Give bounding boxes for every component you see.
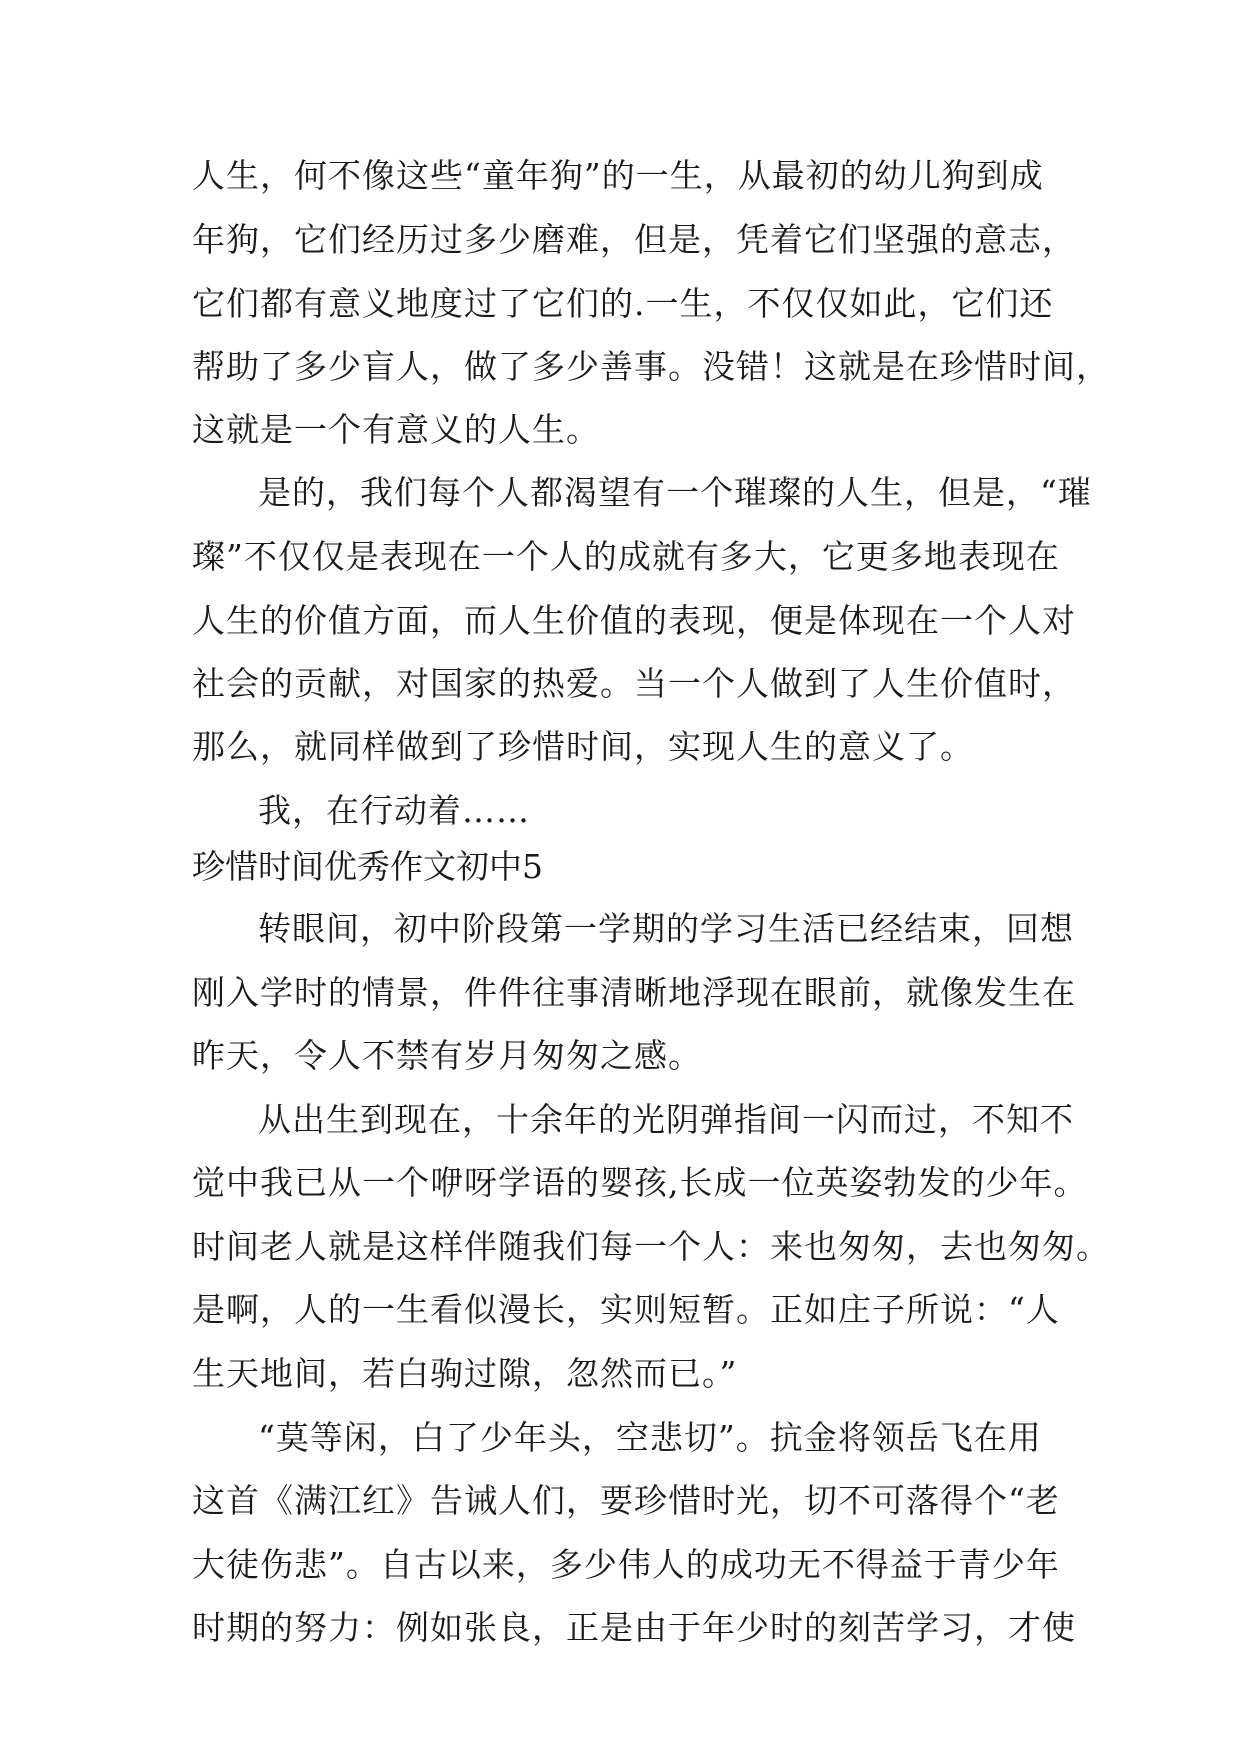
text-line: 璨”不仅仅是表现在一个人的成就有多大，它更多地表现在 [192,537,1060,576]
text-line: 帮助了多少盲人，做了多少善事。没错！这就是在珍惜时间， [192,347,1110,386]
paragraph-start-line: 是的，我们每个人都渴望有一个璀璨的人生，但是，“璀 [258,473,1092,512]
text-line: 这就是一个有意义的人生。 [192,410,600,449]
text-line: 社会的贡献，对国家的热爱。当一个人做到了人生价值时， [192,664,1076,703]
text-line: 时间老人就是这样伴随我们每一个人：来也匆匆，去也匆匆。 [192,1227,1110,1266]
text-line: 觉中我已从一个咿呀学语的婴孩,长成一位英姿勃发的少年。 [192,1163,1088,1202]
text-line: 这首《满江红》告诫人们，要珍惜时光，切不可落得个“老 [192,1481,1060,1520]
text-line: 年狗，它们经历过多少磨难，但是，凭着它们坚强的意志， [192,220,1076,259]
paragraph-start-line: 转眼间，初中阶段第一学期的学习生活已经结束，回想 [258,909,1074,948]
text-line: 生天地间，若白驹过隙，忽然而已。” [192,1354,738,1393]
text-line: 刚入学时的情景，件件往事清晰地浮现在眼前，就像发生在 [192,973,1076,1012]
paragraph-start-line: 从出生到现在，十余年的光阴弹指间一闪而过，不知不 [258,1100,1074,1139]
text-line: 时期的努力：例如张良，正是由于年少时的刻苦学习，才使 [192,1608,1076,1647]
text-line: 大徒伤悲”。自古以来，多少伟人的成功无不得益于青少年 [192,1545,1060,1584]
paragraph-start-line: 我，在行动着…… [258,791,530,830]
text-line: 人生，何不像这些“童年狗”的一生，从最初的幼儿狗到成 [192,156,1044,195]
paragraph-start-line: “莫等闲，白了少年头，空悲切”。抗金将领岳飞在用 [258,1418,1042,1457]
text-line: 那么，就同样做到了珍惜时间，实现人生的意义了。 [192,727,974,766]
text-line: 人生的价值方面，而人生价值的表现，便是体现在一个人对 [192,601,1076,640]
text-line: 是啊，人的一生看似漫长，实则短暂。正如庄子所说：“人 [192,1290,1060,1329]
text-line: 昨天，令人不禁有岁月匆匆之感。 [192,1036,702,1075]
section-heading: 珍惜时间优秀作文初中5 [192,847,543,886]
text-line: 它们都有意义地度过了它们的.一生，不仅仅如此，它们还 [192,284,1054,323]
